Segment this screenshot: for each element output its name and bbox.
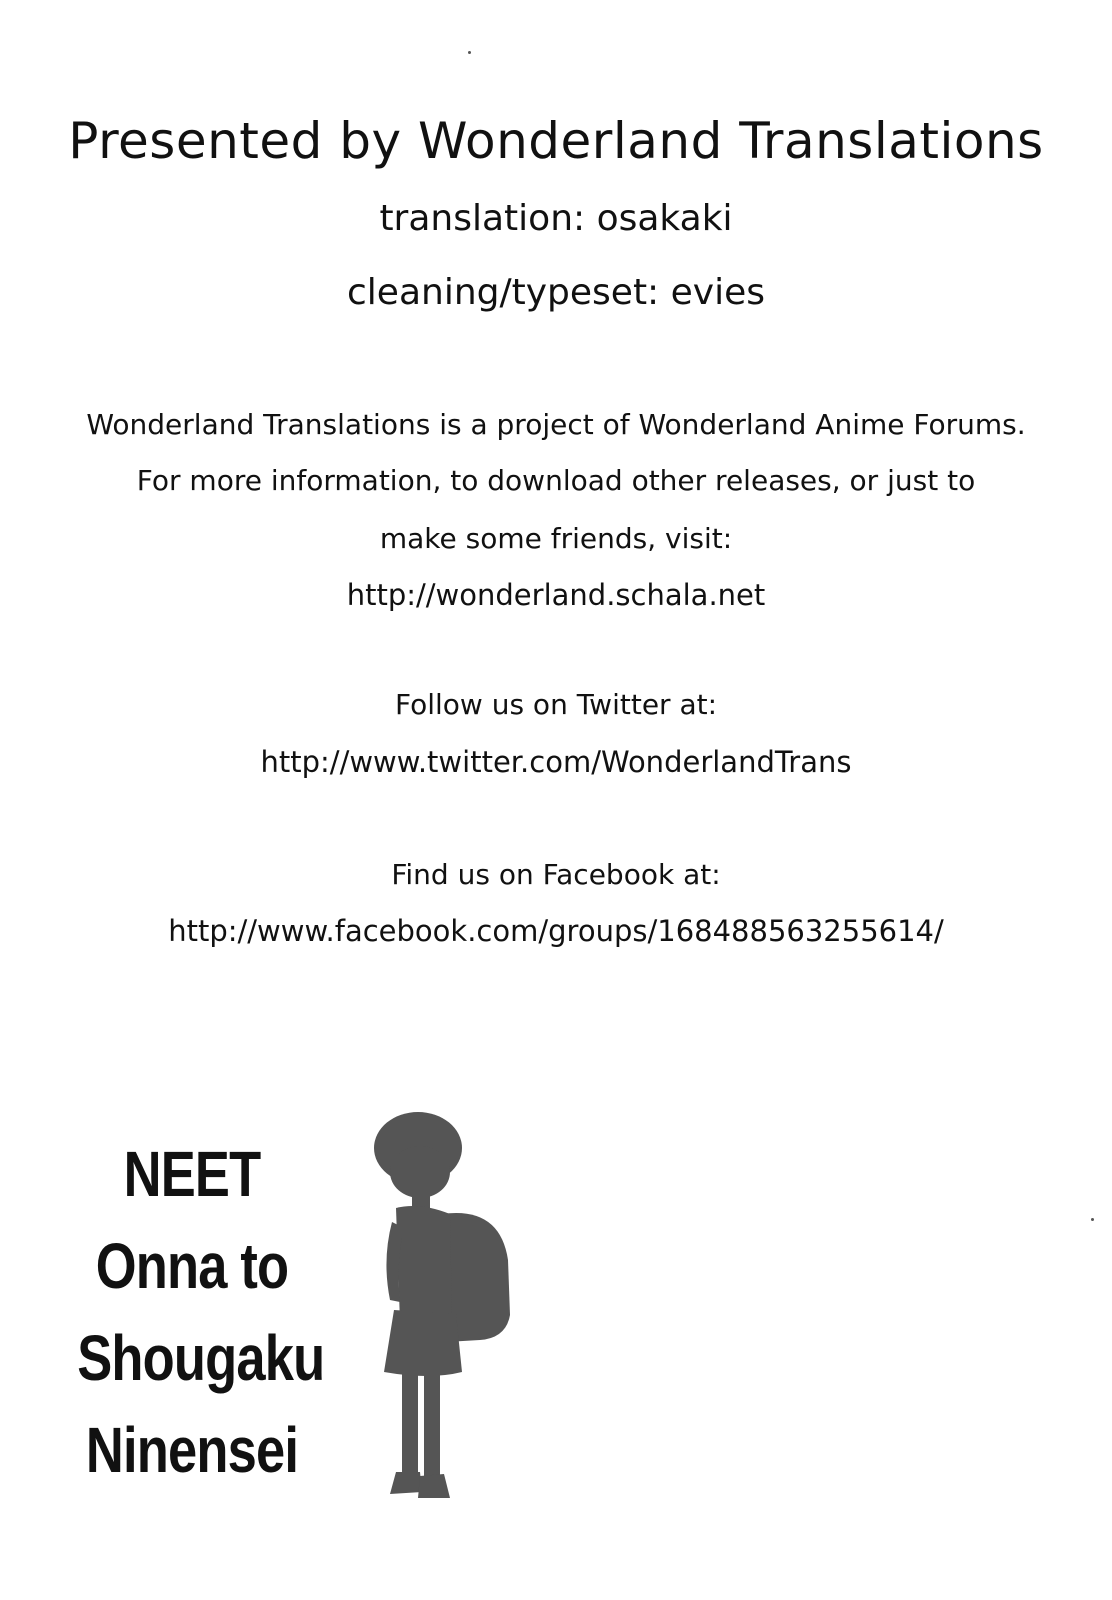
forum-link[interactable]: http://wonderland.schala.net (346, 578, 766, 612)
scan-speck (468, 51, 471, 54)
twitter-link[interactable]: http://www.twitter.com/WonderlandTrans (260, 745, 852, 779)
translation-credit: translation: osakaki (379, 198, 733, 239)
facebook-label: Find us on Facebook at: (391, 858, 721, 891)
scan-speck (1091, 1218, 1094, 1221)
manga-title-line-4: Ninensei (85, 1414, 299, 1486)
manga-title-line-3: Shougaku (77, 1322, 325, 1394)
cleaning-credit: cleaning/typeset: evies (347, 272, 765, 313)
facebook-link[interactable]: http://www.facebook.com/groups/168488563255614/ (168, 914, 944, 948)
about-line-2: For more information, to download other releases, or just to (136, 464, 976, 497)
girl-with-randoseru-silhouette-icon (360, 1110, 530, 1510)
manga-title-line-2: Onna to (95, 1230, 289, 1302)
about-line-1: Wonderland Translations is a project of Wonderland Anime Forums. (86, 408, 1026, 441)
manga-title (77, 1128, 325, 1496)
manga-title-line-1: NEET (123, 1138, 261, 1210)
twitter-label: Follow us on Twitter at: (394, 688, 718, 721)
about-line-3: make some friends, visit: (379, 522, 733, 555)
page-title: Presented by Wonderland Translations (68, 112, 1044, 170)
